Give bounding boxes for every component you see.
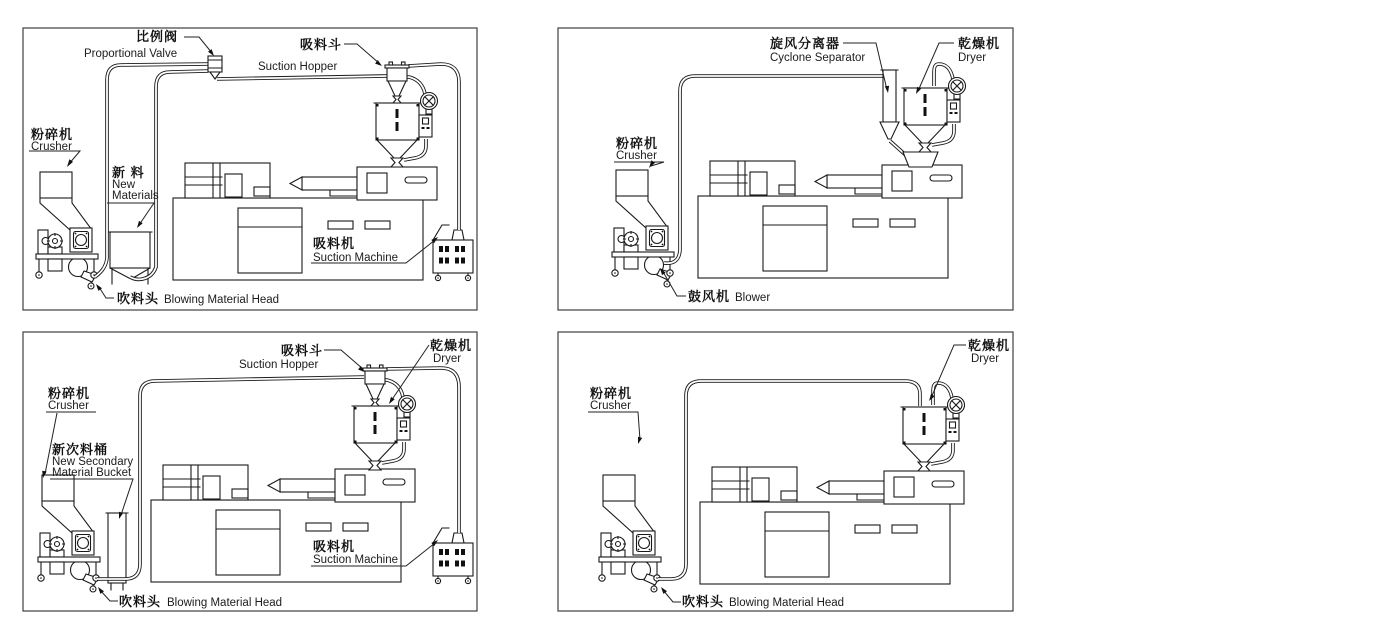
- proportional-valve: [208, 56, 222, 79]
- label-crusher-en: Crusher: [590, 400, 631, 412]
- label-suction-hopper-en: Suction Hopper: [239, 359, 319, 371]
- label-cyclone-en: Cyclone Separator: [770, 52, 866, 64]
- cyclone-separator: [880, 70, 899, 139]
- label-bucket-en1: New Secondary: [52, 456, 134, 468]
- label-crusher-en: Crusher: [31, 141, 72, 153]
- panel-bottom-left: [23, 332, 477, 611]
- label-proportional-valve-zh: 比例阀: [136, 29, 179, 44]
- label-suction-machine-en: Suction Machine: [313, 554, 399, 566]
- label-blowing-head-en: Blowing Material Head: [729, 597, 845, 609]
- panel-top-right: [558, 28, 1013, 310]
- label-new-materials-en2: Materials: [112, 190, 159, 202]
- label-new-materials-zh: 新 料: [112, 165, 145, 180]
- label-dryer-en: Dryer: [958, 52, 987, 64]
- label-suction-hopper-zh: 吸料斗: [300, 37, 343, 52]
- label-suction-hopper-en: Suction Hopper: [258, 61, 338, 73]
- label-dryer-en: Dryer: [433, 353, 462, 365]
- panel-bottom-right: [558, 332, 1013, 611]
- label-dryer-zh: 乾燥机: [958, 36, 1001, 51]
- label-crusher-zh: 粉碎机: [48, 386, 91, 401]
- label-dryer-zh: 乾燥机: [430, 338, 473, 353]
- suction-machine: [433, 225, 473, 281]
- new-materials-bucket: [108, 232, 152, 284]
- feed-hopper: [903, 152, 938, 167]
- panel-top-left: [23, 28, 477, 310]
- label-crusher-zh: 粉碎机: [616, 136, 659, 151]
- dryer: [902, 64, 966, 152]
- injection-molding-machine: [698, 161, 962, 278]
- label-suction-machine-en: Suction Machine: [313, 252, 399, 264]
- label-suction-machine-zh: 吸料机: [313, 539, 356, 554]
- label-blowing-head-en: Blowing Material Head: [167, 597, 283, 609]
- label-suction-hopper-zh: 吸料斗: [281, 343, 324, 358]
- label-blower-zh: 鼓风机: [688, 289, 731, 304]
- label-blower-en: Blower: [735, 292, 771, 304]
- label-crusher-en: Crusher: [48, 400, 89, 412]
- label-suction-machine-zh: 吸料机: [313, 236, 356, 251]
- dryer-with-suction-hopper: [352, 365, 416, 470]
- injection-molding-machine: [700, 467, 964, 584]
- label-bucket-zh: 新次料桶: [52, 442, 109, 457]
- label-proportional-valve-en: Proportional Valve: [84, 48, 178, 60]
- label-blowing-head-zh: 吹料头: [117, 291, 160, 306]
- label-blowing-head-zh: 吹料头: [119, 594, 162, 609]
- crusher: [599, 475, 661, 592]
- label-crusher-zh: 粉碎机: [31, 127, 74, 142]
- label-new-materials-en1: New: [112, 179, 136, 191]
- crusher: [38, 475, 100, 592]
- label-crusher-zh: 粉碎机: [590, 386, 633, 401]
- label-blowing-head-en: Blowing Material Head: [164, 294, 280, 306]
- suction-machine: [433, 528, 473, 584]
- label-cyclone-zh: 旋风分离器: [770, 36, 841, 51]
- label-dryer-zh: 乾燥机: [968, 338, 1011, 353]
- label-crusher-en: Crusher: [616, 150, 657, 162]
- label-dryer-en: Dryer: [971, 353, 1000, 365]
- crusher: [612, 170, 674, 287]
- crusher: [36, 172, 98, 289]
- label-blowing-head-zh: 吹料头: [682, 594, 725, 609]
- label-bucket-en2: Material Bucket: [52, 467, 132, 479]
